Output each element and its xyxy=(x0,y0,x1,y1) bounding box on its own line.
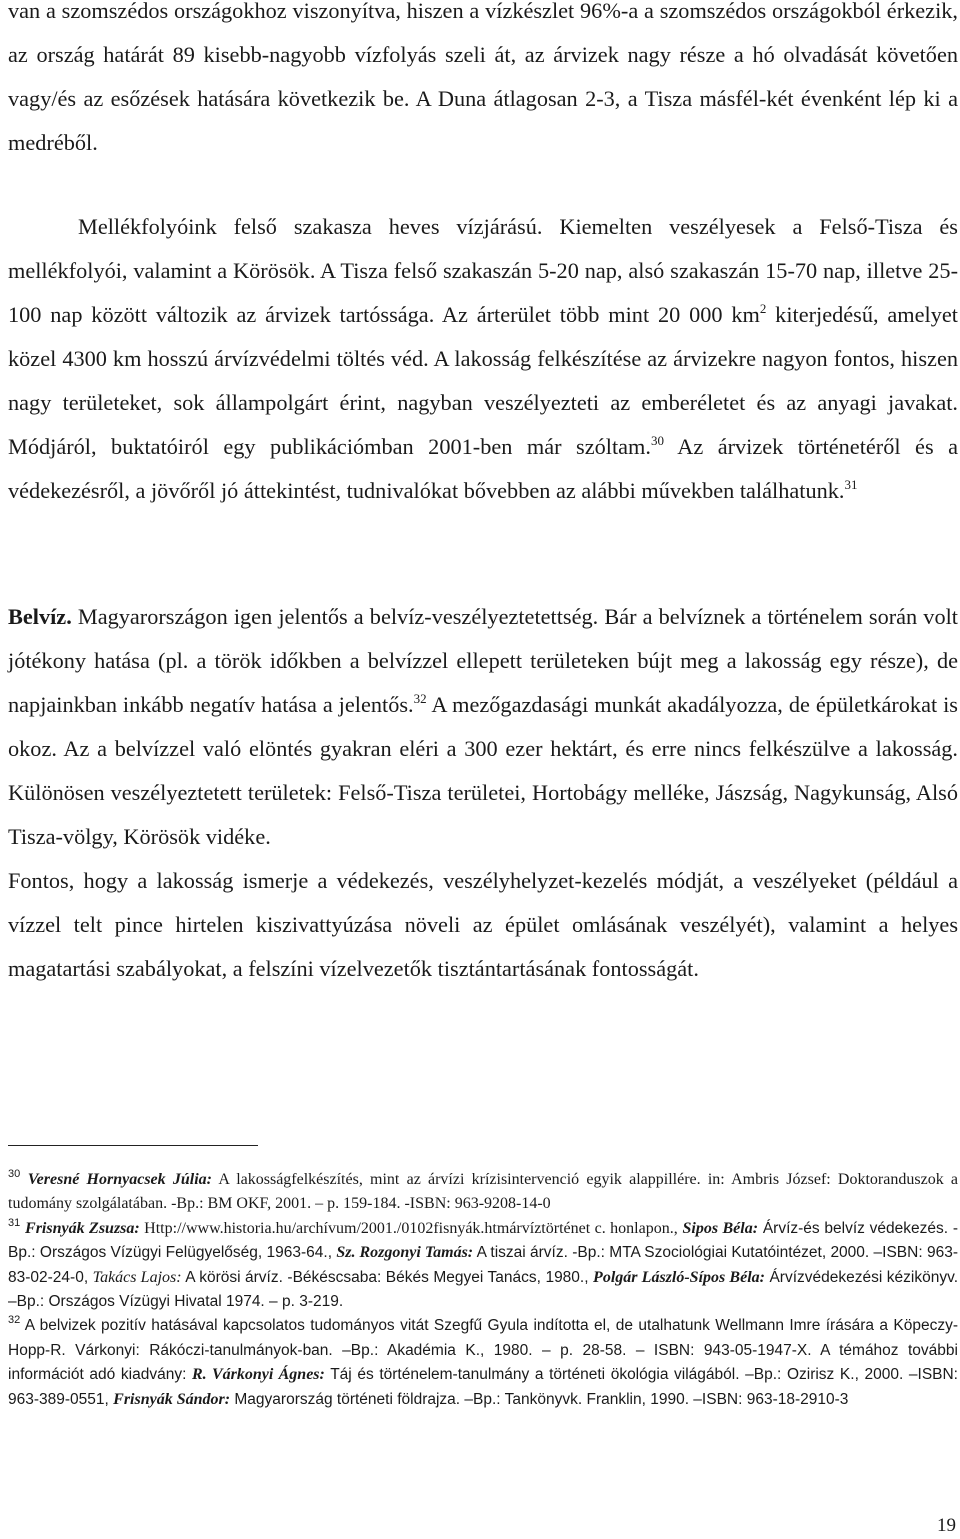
footnote-31-text-3: A tiszai árvíz. -Bp.: MTA Szociológiai Kutatóintézet, 2000. –ISBN: 963-83-02-24-0, xyxy=(8,1244,958,1286)
paragraph-protection-text: Fontos, hogy a lakosság ismerje a védekezés, veszélyhelyzet-kezelés módját, a veszélyeket (például a vízzel telt pince hirtelen kiszivattyúzása növeli az épület omlásának veszélyét), valamint a helyes magatartási szabályokat, a felszíni vízelvezetők tisztántartásának fontosságát. xyxy=(8,868,958,981)
footnote-ref-32[interactable]: 32 xyxy=(413,691,427,706)
footnote-number-30: 30 xyxy=(8,1168,21,1180)
footnote-32-text-1: A belvizek pozitív hatásával kapcsolatos tudományos vitát Szegfű Gyula indította el, de utalhatunk Wellmann Imre írására a Köpeczy-Hopp-R. Várkonyi: Rákóczi-tanulmányok-ban. –Bp.: Akadémia K., 1980. – p. 28-58. – ISBN: 943-05-1947-X. A témához további információt adó kiadvány: xyxy=(8,1317,958,1384)
paragraph-tributaries-text-a: Mellékfolyóink felső szakasza heves vízjárású. Kiemelten veszélyesek a Felső-Tisza és mellékfolyói, valamint a Körösök. A Tisza felső szakaszán 5-20 nap, alsó szakaszán 15-70 nap, illetve 25-100 nap között változik az árvizek tartóssága. Az árterület több mint 20 000 km xyxy=(8,214,958,327)
footnote-31-author-5: Polgár László-Sípos Béla: xyxy=(593,1268,765,1286)
section-heading-belviz: Belvíz. xyxy=(8,604,72,629)
footnote-ref-30[interactable]: 30 xyxy=(650,433,664,448)
paragraph-inland-water-text-b: A mezőgazdasági munkát akadályozza, de épületkárokat is okoz. Az a belvízzel való elöntés gyakran eléri a 300 ezer hektárt, és erre nincs felkészülve a lakosság. Különösen veszélyeztetett területek: Felső-Tisza területei, Hortobágy melléke, Jászság, Nagykunság, Alsó Tisza-völgy, Körösök vidéke. xyxy=(8,692,958,849)
footnote-31-text-1: Http://www.historia.hu/archívum/2001./0102fisnyák.htmárvíztörténet c. honlapon., xyxy=(139,1219,678,1237)
footnote-31 xyxy=(8,1217,958,1315)
paragraph-tributaries-text-c: Az árvizek történetéről és a védekezésről, a jövőről jó áttekintést, tudnivalókat bővebben az alábbi művekben találhatunk. xyxy=(8,434,959,503)
paragraph-inland-water xyxy=(8,595,958,859)
footnote-32-text-3: Magyarország történeti földrajza. –Bp.: Tankönyvk. Franklin, 1990. –ISBN: 963-18-2910-3 xyxy=(230,1390,849,1408)
paragraph-protection xyxy=(8,859,958,991)
footnote-number-32: 32 xyxy=(8,1314,21,1327)
footnote-32-author-1: R. Várkonyi Ágnes: xyxy=(192,1366,325,1384)
footnote-30-author: Veresné Hornyacsek Júlia: xyxy=(27,1171,212,1188)
paragraph-inland-water-text-a: Magyarországon igen jelentős a belvíz-veszélyeztetettség. Bár a belvíznek a történelem során volt jótékony hatása (pl. a török időkben a belvízzel ellepett területeken bújt meg a lakosság egy része), de napjainkban inkább negatív hatása a jelentős. xyxy=(8,604,958,717)
body-text xyxy=(8,0,958,165)
body-text-inland-water xyxy=(8,595,958,991)
paragraph-flood-intro xyxy=(8,0,958,165)
footnote-32-text-2: Táj és történelem-tanulmány a történeti ökológia világából. –Bp.: Ozirisz K., 2000. –ISBN: 963-389-0551, xyxy=(8,1366,958,1408)
body-text-tributaries xyxy=(8,205,958,513)
footnote-32 xyxy=(8,1314,958,1412)
footnote-ref-31[interactable]: 31 xyxy=(844,477,858,492)
footnote-number-31: 31 xyxy=(8,1216,21,1229)
footnote-31-text-5: Árvízvédekezési kézikönyv. –Bp.: Országos Vízügyi Hivatal 1974. – p. 3-219. xyxy=(8,1268,959,1311)
footnote-30-text: A lakosságfelkészítés, mint az árvízi krízisintervenció egyik alappillére. in: Ambris József: Doktoranduszok a tudomány szolgálatában. -Bp.: BM OKF, 2001. – p. 159-184. -ISBN: 963-9208-14-0 xyxy=(8,1171,959,1213)
paragraph-tributaries xyxy=(8,205,958,513)
paragraph-flood-intro-text: van a szomszédos országokhoz viszonyítva, hiszen a vízkészlet 96%-a a szomszédos országokból érkezik, az ország határát 89 kisebb-nagyobb vízfolyás szeli át, az árvizek nagy része a hó olvadását követően vagy/és az esőzések hatására következik be. A Duna átlagosan 2-3, a Tisza másfél-két évenként lép ki a medréből. xyxy=(8,0,958,155)
footnote-30 xyxy=(8,1168,958,1217)
footnote-31-text-2: Árvíz-és belvíz védekezés. -Bp.: Országos Vízügyi Felügyelőség, 1963-64., xyxy=(8,1219,958,1262)
footnote-31-author-1: Frisnyák Zsuzsa: xyxy=(25,1219,140,1237)
footnotes xyxy=(8,1168,958,1412)
footnote-separator xyxy=(8,1145,258,1146)
footnote-31-author-3: Sz. Rozgonyi Tamás: xyxy=(336,1244,474,1262)
page-number: 19 xyxy=(937,1515,956,1536)
superscript-squared: 2 xyxy=(759,301,767,316)
paragraph-tributaries-text-b: kiterjedésű, amelyet közel 4300 km hosszú árvízvédelmi töltés véd. A lakosság felkészítése az árvizekre nagyon fontos, hiszen nagy területeket, sok állampolgárt érint, nagyban veszélyezteti az emberéletet és az anyagi javakat. Módjáról, buktatóiról egy publikációmban 2001-ben már szóltam. xyxy=(8,302,958,459)
footnote-31-text-4: A körösi árvíz. -Békéscsaba: Békés Megyei Tanács, 1980., xyxy=(181,1268,589,1286)
footnote-31-author-4: Takács Lajos: xyxy=(92,1268,182,1286)
footnote-31-author-2: Sipos Béla: xyxy=(682,1219,759,1237)
footnote-32-author-2: Frisnyák Sándor: xyxy=(113,1390,231,1408)
